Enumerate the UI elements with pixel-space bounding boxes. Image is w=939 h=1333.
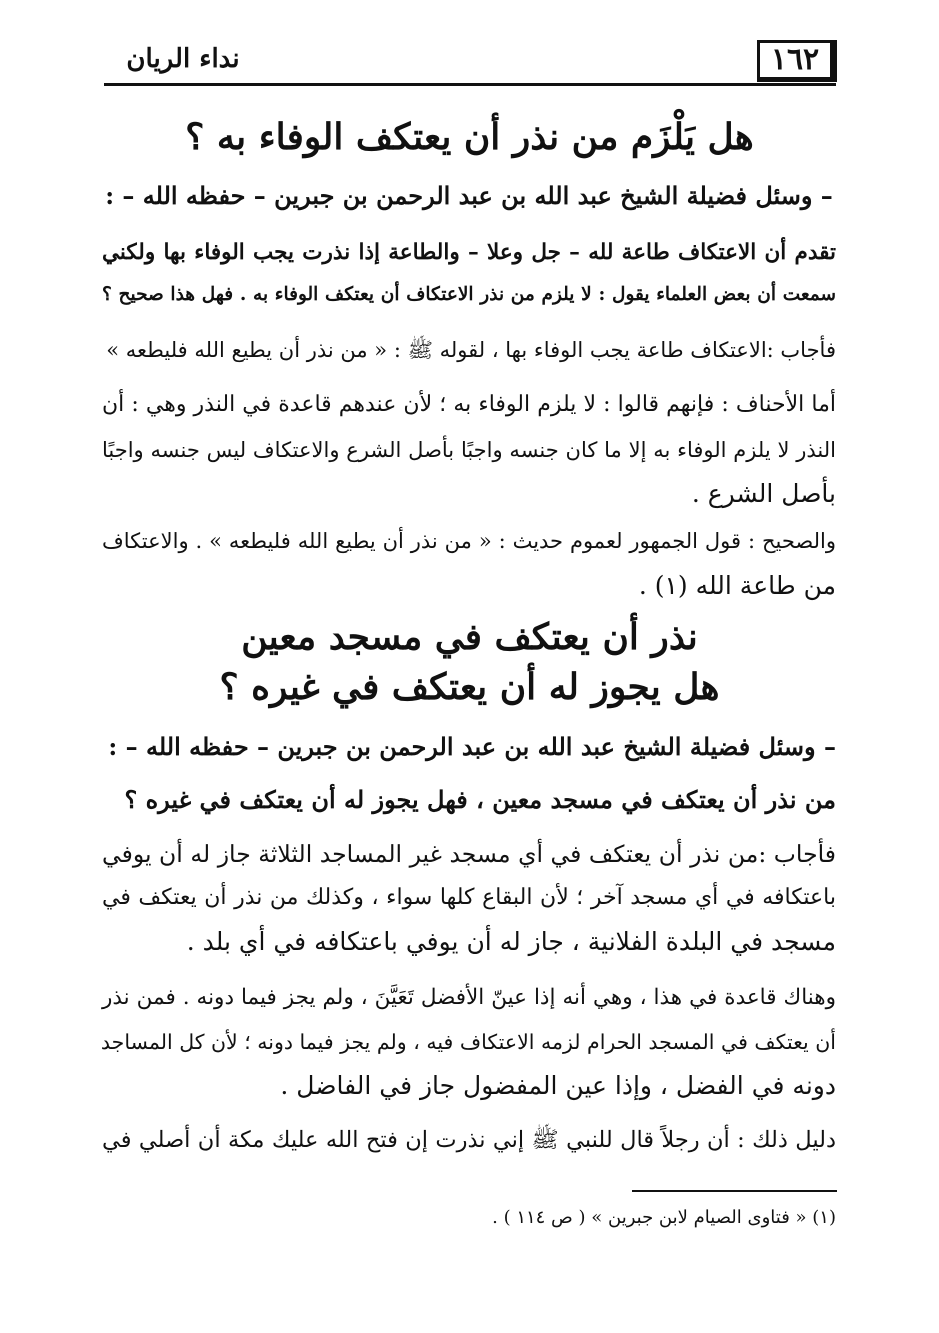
answer-line: أن يعتكف في المسجد الحرام لزمه الاعتكاف فيه ، ولم يجز فيما دونه ؛ لأن كل المساجد: [100, 1030, 836, 1054]
answer-line: وهناك قاعدة في هذا ، وهي أنه إذا عينّ الأفضل تَعَيَّنَ ، ولم يجز فيما دونه . فمن نذر: [102, 985, 836, 1010]
section-title-line: نذر أن يعتكف في مسجد معين: [241, 616, 698, 658]
attribution: – وسئل فضيلة الشيخ عبد الله بن عبد الرحمن بن جبرين – حفظه الله – :: [105, 181, 833, 210]
running-title: نداء الريان: [126, 44, 240, 74]
answer-line: أما الأحناف : فإنهم قالوا : لا يلزم الوفاء به ؛ لأن عندهم قاعدة في النذر وهي : أن: [102, 392, 836, 417]
answer-line: فأجاب :الاعتكاف طاعة يجب الوفاء بها ، لقوله ﷺ : « من نذر أن يطيع الله فليطعه »: [106, 338, 836, 362]
answer-line: والصحيح : قول الجمهور لعموم حديث : « من نذر أن يطيع الله فليطعه » . والاعتكاف: [102, 529, 836, 553]
answer-line: دليل ذلك : أن رجلاً قال للنبي ﷺ إني نذرت إن فتح الله عليك مكة أن أصلي في: [102, 1127, 836, 1153]
answer-line: من طاعة الله (١) .: [638, 571, 836, 600]
answer-line: مسجد في البلدة الفلانية ، جاز له أن يوفي باعتكافه في أي بلد .: [186, 927, 836, 956]
question-line: سمعت أن بعض العلماء يقول : لا يلزم من نذر الاعتكاف أن يعتكف الوفاء به . فهل هذا صحيح ؟: [102, 284, 836, 305]
answer-line: فأجاب :من نذر أن يعتكف في أي مسجد غير المساجد الثلاثة جاز له أن يوفي: [102, 840, 836, 868]
page-number: ١٦٢: [757, 40, 837, 82]
header-rule: [104, 83, 836, 86]
section-title: هل يَلْزَم من نذر أن يعتكف الوفاء به ؟: [185, 116, 754, 158]
section-title-line: هل يجوز له أن يعتكف في غيره ؟: [219, 666, 720, 708]
answer-line: النذر لا يلزم الوفاء به إلا ما كان جنسه واجبًا بأصل الشرع والاعتكاف ليس جنسه واجبًا: [102, 438, 836, 462]
question-line: تقدم أن الاعتكاف طاعة لله – جل وعلا – والطاعة إذا نذرت يجب الوفاء بها ولكني: [102, 240, 836, 265]
attribution: – وسئل فضيلة الشيخ عبد الله بن عبد الرحمن بن جبرين – حفظه الله – :: [108, 732, 836, 761]
footnote: (١) « فتاوى الصيام لابن جبرين » ( ص ١١٤ ) .: [492, 1207, 836, 1228]
question-line: من نذر أن يعتكف في مسجد معين ، فهل يجوز له أن يعتكف في غيره ؟: [124, 785, 836, 814]
answer-line: بأصل الشرع .: [691, 479, 836, 508]
answer-line: دونه في الفضل ، وإذا عين المفضول جاز في الفاضل .: [280, 1071, 836, 1100]
footnote-rule: [632, 1190, 837, 1192]
answer-line: باعتكافه في أي مسجد آخر ؛ لأن البقاع كلها سواء ، وكذلك من نذر أن يعتكف في: [102, 885, 836, 910]
